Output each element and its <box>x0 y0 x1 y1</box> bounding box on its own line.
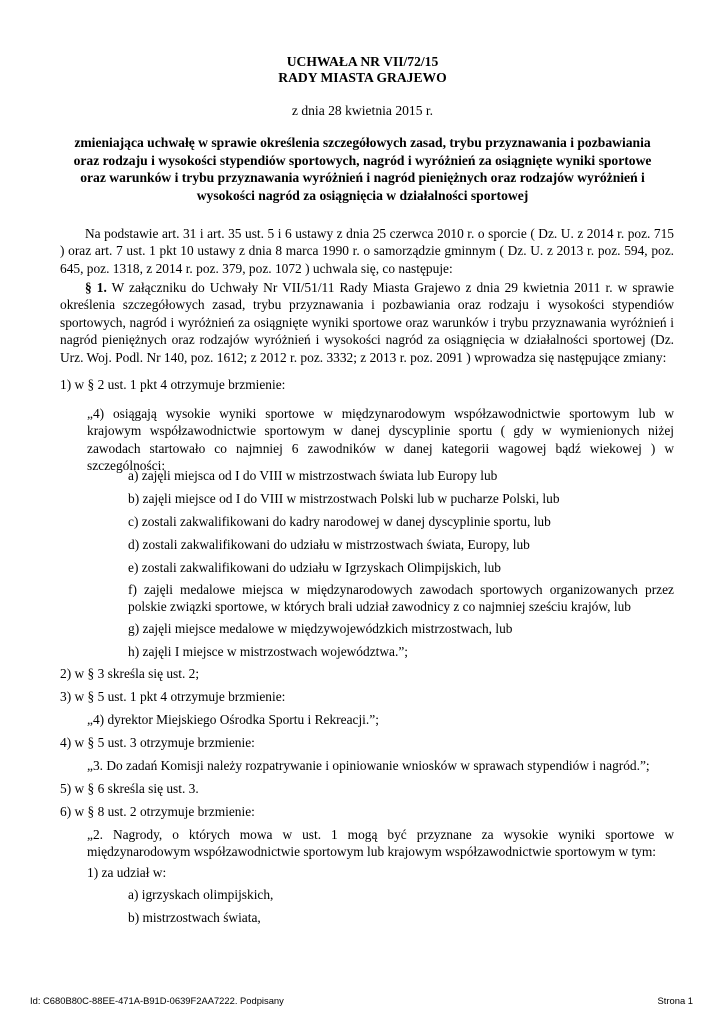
item-6-quote: „2. Nagrody, o których mowa w ust. 1 mogą być przyznane za wysokie wyniki sportowe w międzynarodowym współzawodnictwie sportowym lub krajowym współzawodnictwie sportowym w tym: <box>87 827 674 860</box>
item-1-point-e: e) zostali zakwalifikowani do udziału w Igrzyskach Olimpijskich, lub <box>128 560 501 575</box>
footer-page-number: Strona 1 <box>657 995 693 1006</box>
resolution-date: z dnia 28 kwietnia 2015 r. <box>291 103 434 118</box>
resolution-subject: zmieniająca uchwałę w sprawie określenia szczegółowych zasad, trybu przyznawania i pozbawiania oraz rodzaju i wysokości stypendiów sportowych, nagród i wyróżnień za osiągnięte wyniki sportowe oraz warunków i trybu przyznawania wyróżnień i nagród pieniężnych oraz rodzajów wyróżnień i wysokości nagród za osiągnięcia w działalności sportowej <box>73 135 652 203</box>
section-1-label: § 1. <box>85 280 107 295</box>
item-1-point-d: d) zostali zakwalifikowani do udziału w mistrzostwach świata, Europy, lub <box>128 537 530 552</box>
item-1-point-h: h) zajęli I miejsce w mistrzostwach województwa.”; <box>128 644 408 659</box>
item-4-quote: „3. Do zadań Komisji należy rozpatrywanie i opiniowanie wniosków w sprawach stypendiów i nagród.”; <box>87 758 650 773</box>
item-1-point-a: a) zajęli miejsca od I do VIII w mistrzostwach świata lub Europy lub <box>128 468 498 483</box>
item-1-point-b: b) zajęli miejsce od I do VIII w mistrzostwach Polski lub w pucharze Polski, lub <box>128 491 560 506</box>
item-6-point-a: a) igrzyskach olimpijskich, <box>128 887 274 902</box>
item-1-point-c: c) zostali zakwalifikowani do kadry narodowej w danej dyscyplinie sportu, lub <box>128 514 551 529</box>
item-6-subpoint-1: 1) za udział w: <box>87 865 167 880</box>
item-4: 4) w § 5 ust. 3 otrzymuje brzmienie: <box>60 735 255 750</box>
item-1-quote: „4) osiągają wysokie wyniki sportowe w międzynarodowym współzawodnictwie sportowym lub w krajowym współzawodnictwie sportowym w danej dyscyplinie sportu ( gdy w wymienionych niżej zawodach startowało co najmniej 6 zawodników w danej kategorii wagowej bądź wiekowej ) w szczególności: <box>87 406 674 474</box>
footer-document-id: Id: C680B80C-88EE-471A-B91D-0639F2AA7222. Podpisany <box>30 995 284 1006</box>
item-5: 5) w § 6 skreśla się ust. 3. <box>60 781 199 796</box>
item-1-point-g: g) zajęli miejsce medalowe w międzywojewódzkich mistrzostwach, lub <box>128 621 513 636</box>
item-2: 2) w § 3 skreśla się ust. 2; <box>60 666 200 681</box>
item-1: 1) w § 2 ust. 1 pkt 4 otrzymuje brzmienie: <box>60 377 286 392</box>
section-1-text: W załączniku do Uchwały Nr VII/51/11 Rady Miasta Grajewo z dnia 29 kwietnia 2011 r. w sprawie określenia szczegółowych zasad, trybu przyznawania i pozbawiania oraz rodzaju i wysokości stypendiów sportowych, nagród i wyróżnień za osiągnięte wyniki sportowe oraz warunków i trybu przyznawania wyróżnień i nagród pieniężnych oraz rodzajów wyróżnień i wysokości nagród za osiągnięcia w działalności sportowej (Dz. Urz. Woj. Podl. Nr 140, poz. 1612; z 2012 r. poz. 3332; z 2013 r. poz. 2091 ) wprowadza się następujące zmiany: <box>60 280 674 365</box>
resolution-number: UCHWAŁA NR VII/72/15 <box>286 54 439 69</box>
item-3: 3) w § 5 ust. 1 pkt 4 otrzymuje brzmienie: <box>60 689 286 704</box>
council-name: RADY MIASTA GRAJEWO <box>278 70 447 85</box>
item-6-point-b: b) mistrzostwach świata, <box>128 910 261 925</box>
section-1-paragraph <box>60 279 674 366</box>
item-1-point-f: f) zajęli medalowe miejsca w międzynarodowych zawodach sportowych organizowanych przez polskie związki sportowe, w których brali udział zawodnicy z co najmniej sześciu krajów, lub <box>128 582 674 615</box>
legal-basis-paragraph: Na podstawie art. 31 i art. 35 ust. 5 i 6 ustawy z dnia 25 czerwca 2010 r. o sporcie ( Dz. U. z 2014 r. poz. 715 ) oraz art. 7 ust. 1 pkt 10 ustawy z dnia 8 marca 1990 r. o samorządzie gminnym ( Dz. U. z 2013 r. poz. 594, poz. 645, poz. 1318, z 2014 r. poz. 379, poz. 1072 ) uchwala się, co następuje: <box>60 226 674 276</box>
item-3-quote: „4) dyrektor Miejskiego Ośrodka Sportu i Rekreacji.”; <box>87 712 379 727</box>
item-6: 6) w § 8 ust. 2 otrzymuje brzmienie: <box>60 804 255 819</box>
